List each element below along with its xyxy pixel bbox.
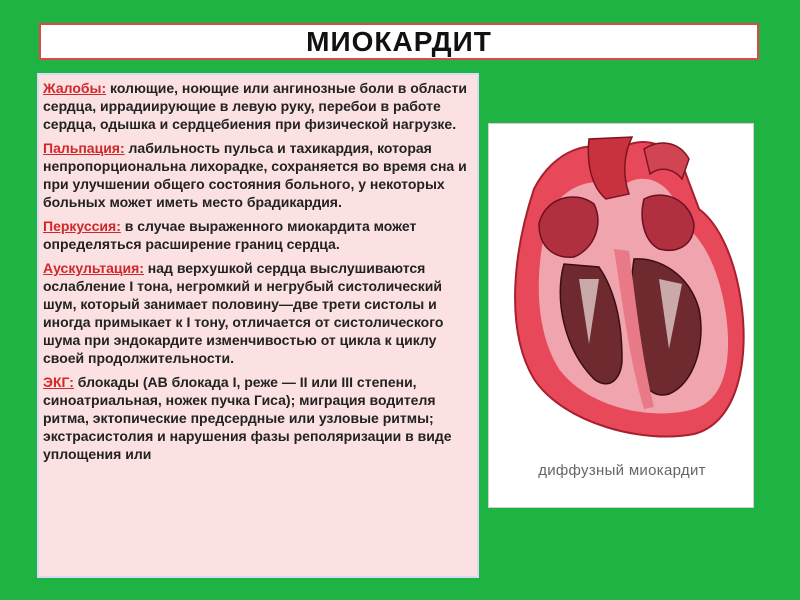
slide-title: МИОКАРДИТ — [306, 25, 492, 57]
complaints-text: колющие, ноющие или ангинозные боли в области сердца, иррадиирующие в левую руку, перебои в работе сердца, одышка и сердцебиения при физической нагрузке. — [43, 80, 468, 132]
figure-caption: диффузный миокардит — [538, 462, 706, 479]
percussion-text: в случае выраженного миокардита может определяться расширение границ сердца. — [43, 218, 417, 252]
title-banner — [39, 23, 759, 60]
text-panel — [37, 73, 479, 578]
complaints-label: Жалобы: — [43, 80, 107, 96]
ecg-text: блокады (АВ блокада I, реже — II или III степени, синоатриальная, ножек пучка Гиса); миграция водителя ритма, эктопические предсердные или узловые ритмы; экстрасистолия и нарушения фазы реполяризации в виде уплощения или — [43, 374, 452, 462]
percussion-label: Перкуссия: — [43, 218, 121, 234]
palpation-label: Пальпация: — [43, 140, 125, 156]
heart-figure — [488, 123, 754, 508]
auscultation-label: Аускультация: — [43, 260, 144, 276]
ecg-paragraph — [43, 373, 477, 463]
complaints-paragraph — [43, 79, 477, 133]
auscultation-text: над верхушкой сердца выслушиваются ослабление I тона, негромкий и негрубый систолический шум, который занимает половину—две трети систолы и иногда примыкает к I тону, отличается от систолического шума при эндокардите изменчивостью от цикла к циклу своей продолжительности. — [43, 260, 444, 366]
palpation-text: лабильность пульса и тахикардия, которая непропорциональна лихорадке, сохраняется во время сна и при улучшении общего состояния больного, у некоторых больных может иметь место брадикардия. — [43, 140, 467, 210]
auscultation-paragraph — [43, 259, 477, 367]
ecg-label: ЭКГ: — [43, 374, 74, 390]
text-content — [43, 79, 477, 469]
heart-illustration — [494, 129, 750, 449]
palpation-paragraph — [43, 139, 477, 211]
percussion-paragraph — [43, 217, 477, 253]
